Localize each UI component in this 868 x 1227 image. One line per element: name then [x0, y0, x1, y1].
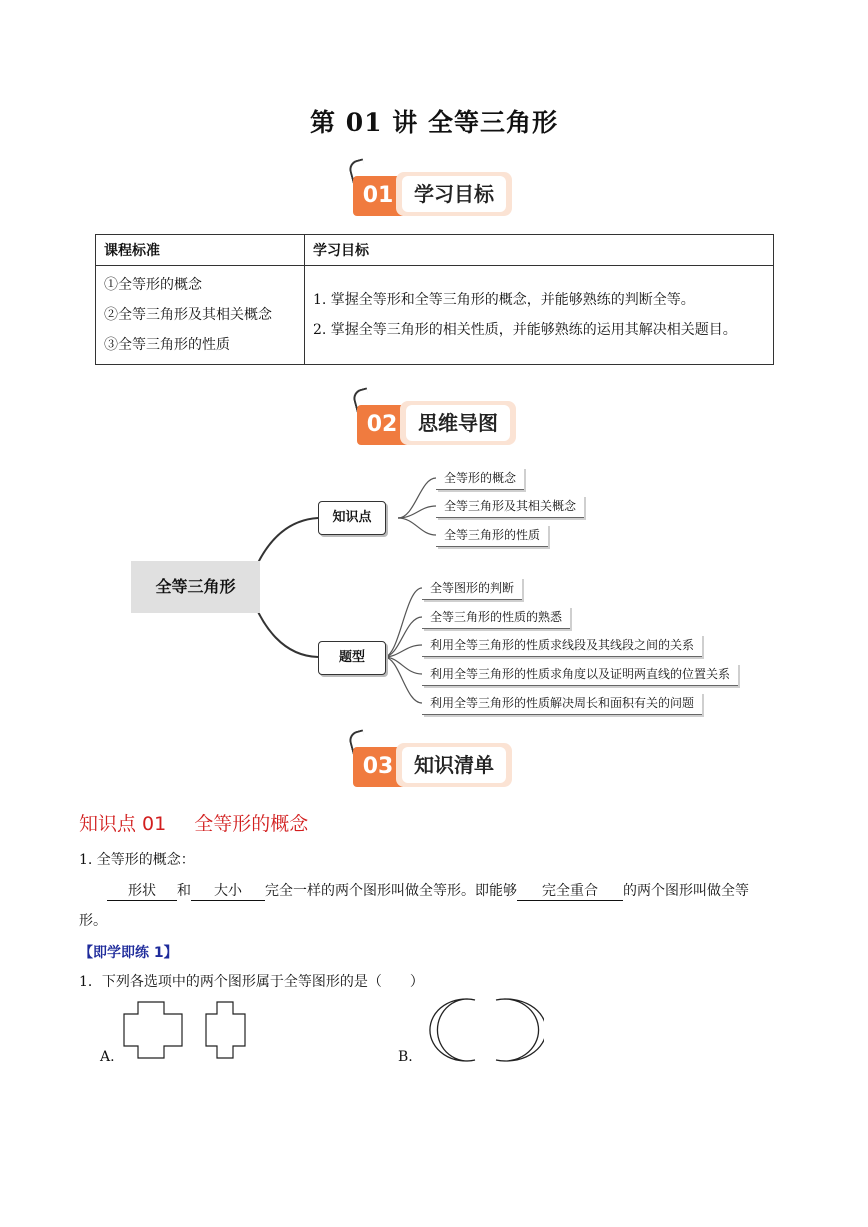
- cross-shapes-figure: [120, 1000, 250, 1062]
- page-title: 第 01 讲 全等三角形: [310, 108, 558, 137]
- mindmap-leaf: 全等形的概念: [436, 467, 524, 490]
- mindmap-leaf: 利用全等三角形的性质求线段及其线段之间的关系: [422, 634, 702, 657]
- knowledge-point-number: 知识点 01: [79, 813, 167, 835]
- cross-shape-left: [124, 1002, 182, 1058]
- concept-definition-end: 形。: [79, 913, 107, 929]
- mindmap-leaf: 全等图形的判断: [422, 577, 522, 600]
- table-header: 学习目标: [305, 235, 774, 266]
- section-number: 02: [357, 405, 407, 445]
- section-badge-03: [350, 731, 520, 795]
- text-and: 和: [177, 883, 191, 899]
- crescent-shapes-figure: [420, 996, 544, 1066]
- mindmap-leaf: 利用全等三角形的性质求角度以及证明两直线的位置关系: [422, 663, 738, 686]
- mindmap-root: 全等三角形: [131, 561, 260, 613]
- mindmap-leaf: 利用全等三角形的性质解决周长和面积有关的问题: [422, 692, 702, 715]
- mindmap-branch-questions: 题型: [318, 641, 386, 675]
- mindmap-branch-knowledge: 知识点: [318, 501, 386, 535]
- section-label: 思维导图: [406, 405, 510, 441]
- section-number: 03: [353, 747, 403, 787]
- goal-item: 1. 掌握全等形和全等三角形的概念，并能够熟练的判断全等。: [313, 292, 695, 308]
- blank-shape: 形状: [107, 880, 177, 901]
- table-header: 课程标准: [96, 235, 305, 266]
- mindmap-leaf: 全等三角形的性质的熟悉: [422, 606, 570, 629]
- knowledge-point-title: [79, 809, 308, 836]
- section-number: 01: [353, 176, 403, 216]
- goal-item: 2. 掌握全等三角形的相关性质，并能够熟练的运用其解决相关题目。: [313, 322, 737, 338]
- crescent-shape-right: [496, 999, 544, 1061]
- standard-item: ②全等三角形及其相关概念: [104, 307, 272, 323]
- section-label: 知识清单: [402, 747, 506, 783]
- practice-label: 【即学即练 1】: [79, 945, 178, 961]
- section-label-frame: [396, 743, 512, 787]
- standard-item: ①全等形的概念: [104, 277, 202, 293]
- blank-size: 大小: [191, 880, 265, 901]
- text-body-2: 的两个图形叫做全等: [623, 883, 749, 899]
- standard-item: ③全等三角形的性质: [104, 337, 230, 353]
- concept-heading: 1. 全等形的概念：: [79, 852, 195, 868]
- knowledge-point-name: 全等形的概念: [194, 813, 309, 835]
- option-b-label: B.: [398, 1049, 413, 1065]
- concept-definition: [107, 880, 749, 901]
- section-label: 学习目标: [402, 176, 506, 212]
- text-body: 完全一样的两个图形叫做全等形。即能够: [265, 883, 517, 899]
- option-a-label: A.: [100, 1049, 115, 1065]
- question-text: 1．下列各选项中的两个图形属于全等图形的是（ ）: [79, 974, 424, 990]
- blank-coincide: 完全重合: [517, 880, 623, 901]
- mindmap-leaf: 全等三角形的性质: [436, 524, 548, 547]
- cross-shape-right: [206, 1002, 245, 1058]
- mindmap-leaf: 全等三角形及其相关概念: [436, 495, 584, 518]
- crescent-shape-left: [430, 999, 475, 1061]
